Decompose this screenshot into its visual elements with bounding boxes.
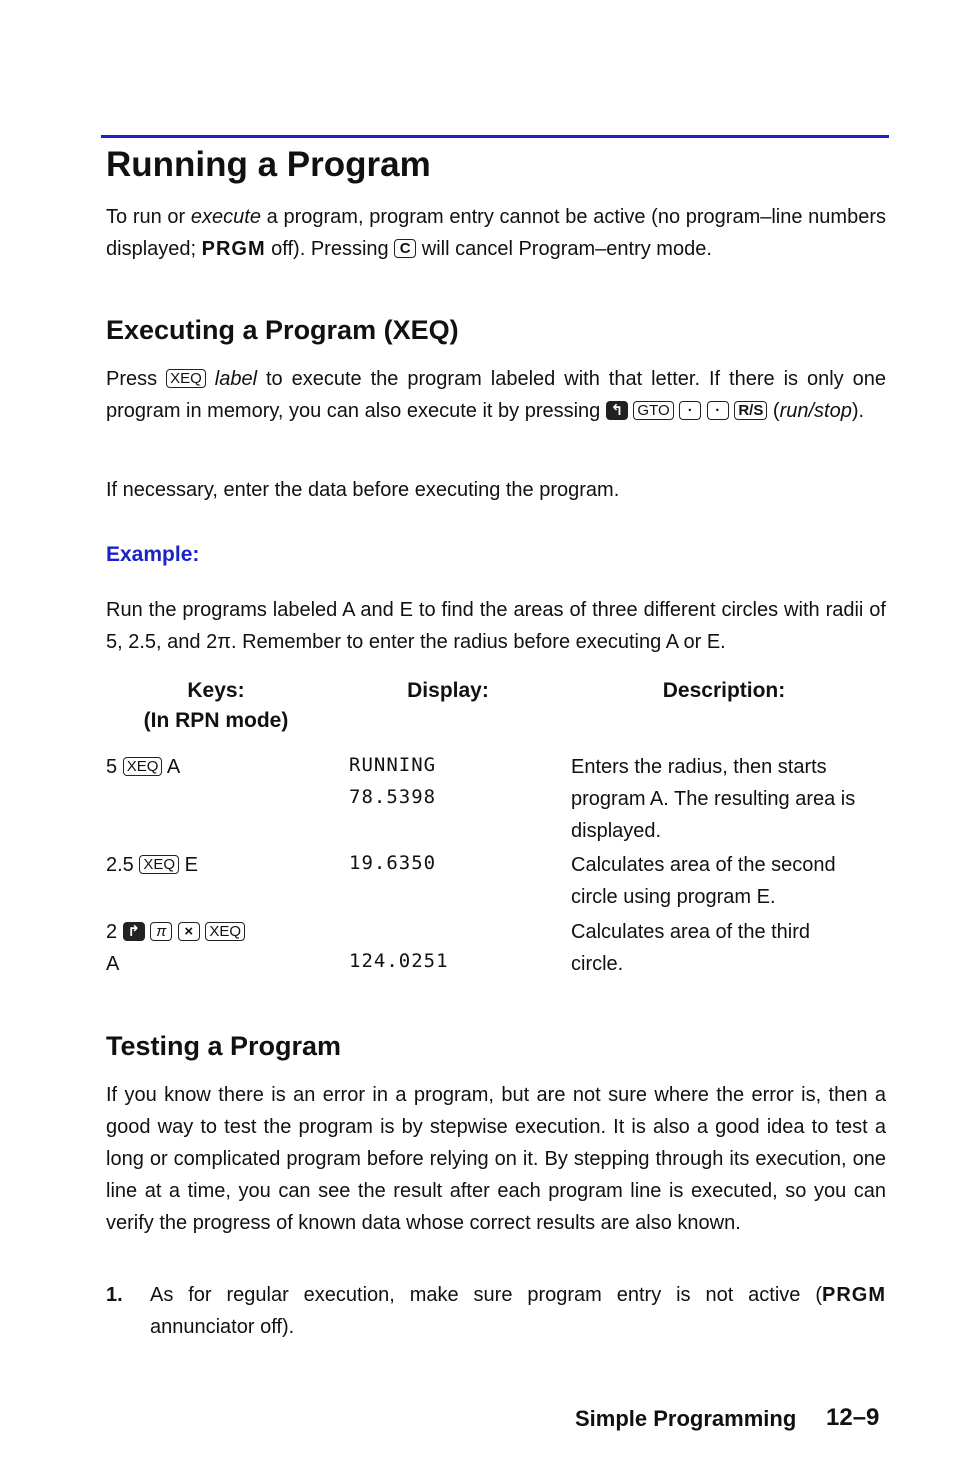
footer-chapter: Simple Programming (575, 1406, 797, 1431)
description-header: Description: (662, 679, 786, 702)
footer-page-number: 12–9 (826, 1404, 880, 1431)
prgm-annunciator: PRGM (201, 238, 266, 260)
testing-heading: Testing a Program (106, 1031, 342, 1061)
gto-key-icon: GTO (633, 401, 673, 420)
keys-label: A (106, 953, 120, 975)
run-stop-emphasis: run/stop (779, 400, 852, 422)
intro-text: will cancel Program–entry mode. (416, 238, 712, 260)
executing-text: ). (851, 400, 865, 422)
step-text (150, 1279, 886, 1343)
example-text: Run the programs labeled A and E to find the areas of three different circles with radii of 5, 2.5, and 2π. Remember to enter the radius before executing A or E. (106, 599, 886, 653)
keys-header-label: Keys: (187, 679, 245, 702)
intro-text: off). Pressing (265, 238, 395, 260)
intro-emphasis: execute (190, 206, 261, 228)
display-readout: 78.5398 (349, 786, 437, 808)
step-number: 1. (106, 1284, 123, 1306)
data-entry-note: If necessary, enter the data before executing the program. (106, 479, 620, 501)
table-row-description: Calculates area of the third circle. (571, 921, 811, 975)
keys-header (106, 676, 326, 736)
display-readout: 124.0251 (349, 950, 449, 972)
step-text-part: annunciator off). (150, 1316, 295, 1338)
intro-text: a program, program entry cannot be active (no program–line numbers displayed; (106, 206, 886, 260)
run-stop-key-icon: R/S (734, 401, 767, 420)
table-row-keys (106, 849, 198, 881)
keys-value: 5 (106, 756, 118, 778)
xeq-key-icon: XEQ (205, 922, 245, 941)
keys-value: 2 (106, 921, 118, 943)
executing-paragraph (106, 363, 886, 427)
xeq-key-icon: XEQ (139, 855, 179, 874)
label-emphasis: label (214, 368, 258, 390)
table-row-description: Enters the radius, then starts program A. The resulting area is displayed. (571, 756, 856, 842)
keys-value: 2.5 (106, 854, 134, 876)
prgm-annunciator: PRGM (822, 1284, 886, 1306)
left-shift-key-icon: ↰ (606, 401, 628, 420)
page-title: Running a Program (106, 145, 431, 184)
executing-text: to execute the program labeled with that letter. If there is only one program in memory, you can also execute it by pressing (106, 368, 887, 422)
c-key-icon: C (394, 239, 416, 258)
executing-heading: Executing a Program (XEQ) (106, 315, 459, 345)
title-rule (101, 135, 889, 138)
xeq-key-icon: XEQ (123, 757, 163, 776)
display-readout: 19.6350 (349, 852, 437, 874)
intro-paragraph (106, 201, 886, 265)
table-row-keys (106, 751, 180, 783)
pi-key-icon: π (150, 922, 172, 941)
testing-paragraph: If you know there is an error in a program, but are not sure where the error is, then a good way to test the program is by stepwise execution. It is also a good idea to test a long or complicated program before relying on it. By stepping through its execution, one line at a time, you can see the result after each program line is executed, so you can verify the progress of known data whose correct results are also known. (106, 1084, 886, 1234)
display-header: Display: (407, 679, 489, 702)
table-row-description: Calculates area of the second circle using program E. (571, 854, 836, 908)
intro-text: To run or (106, 206, 191, 228)
executing-text: Press (106, 368, 167, 390)
dot-key-icon: · (679, 401, 701, 420)
executing-text: ( (767, 400, 780, 422)
xeq-key-icon: XEQ (166, 369, 206, 388)
keys-header-sublabel: (In RPN mode) (143, 709, 289, 732)
dot-key-icon: · (707, 401, 729, 420)
keys-label: E (184, 854, 198, 876)
keys-label: A (166, 756, 181, 778)
example-label: Example: (106, 543, 200, 566)
display-readout: RUNNING (349, 754, 437, 776)
right-shift-key-icon: ↱ (123, 922, 145, 941)
multiply-key-icon: × (178, 922, 200, 941)
table-row-keys (106, 916, 336, 980)
step-text-part: As for regular execution, make sure program entry is not active ( (150, 1284, 822, 1306)
